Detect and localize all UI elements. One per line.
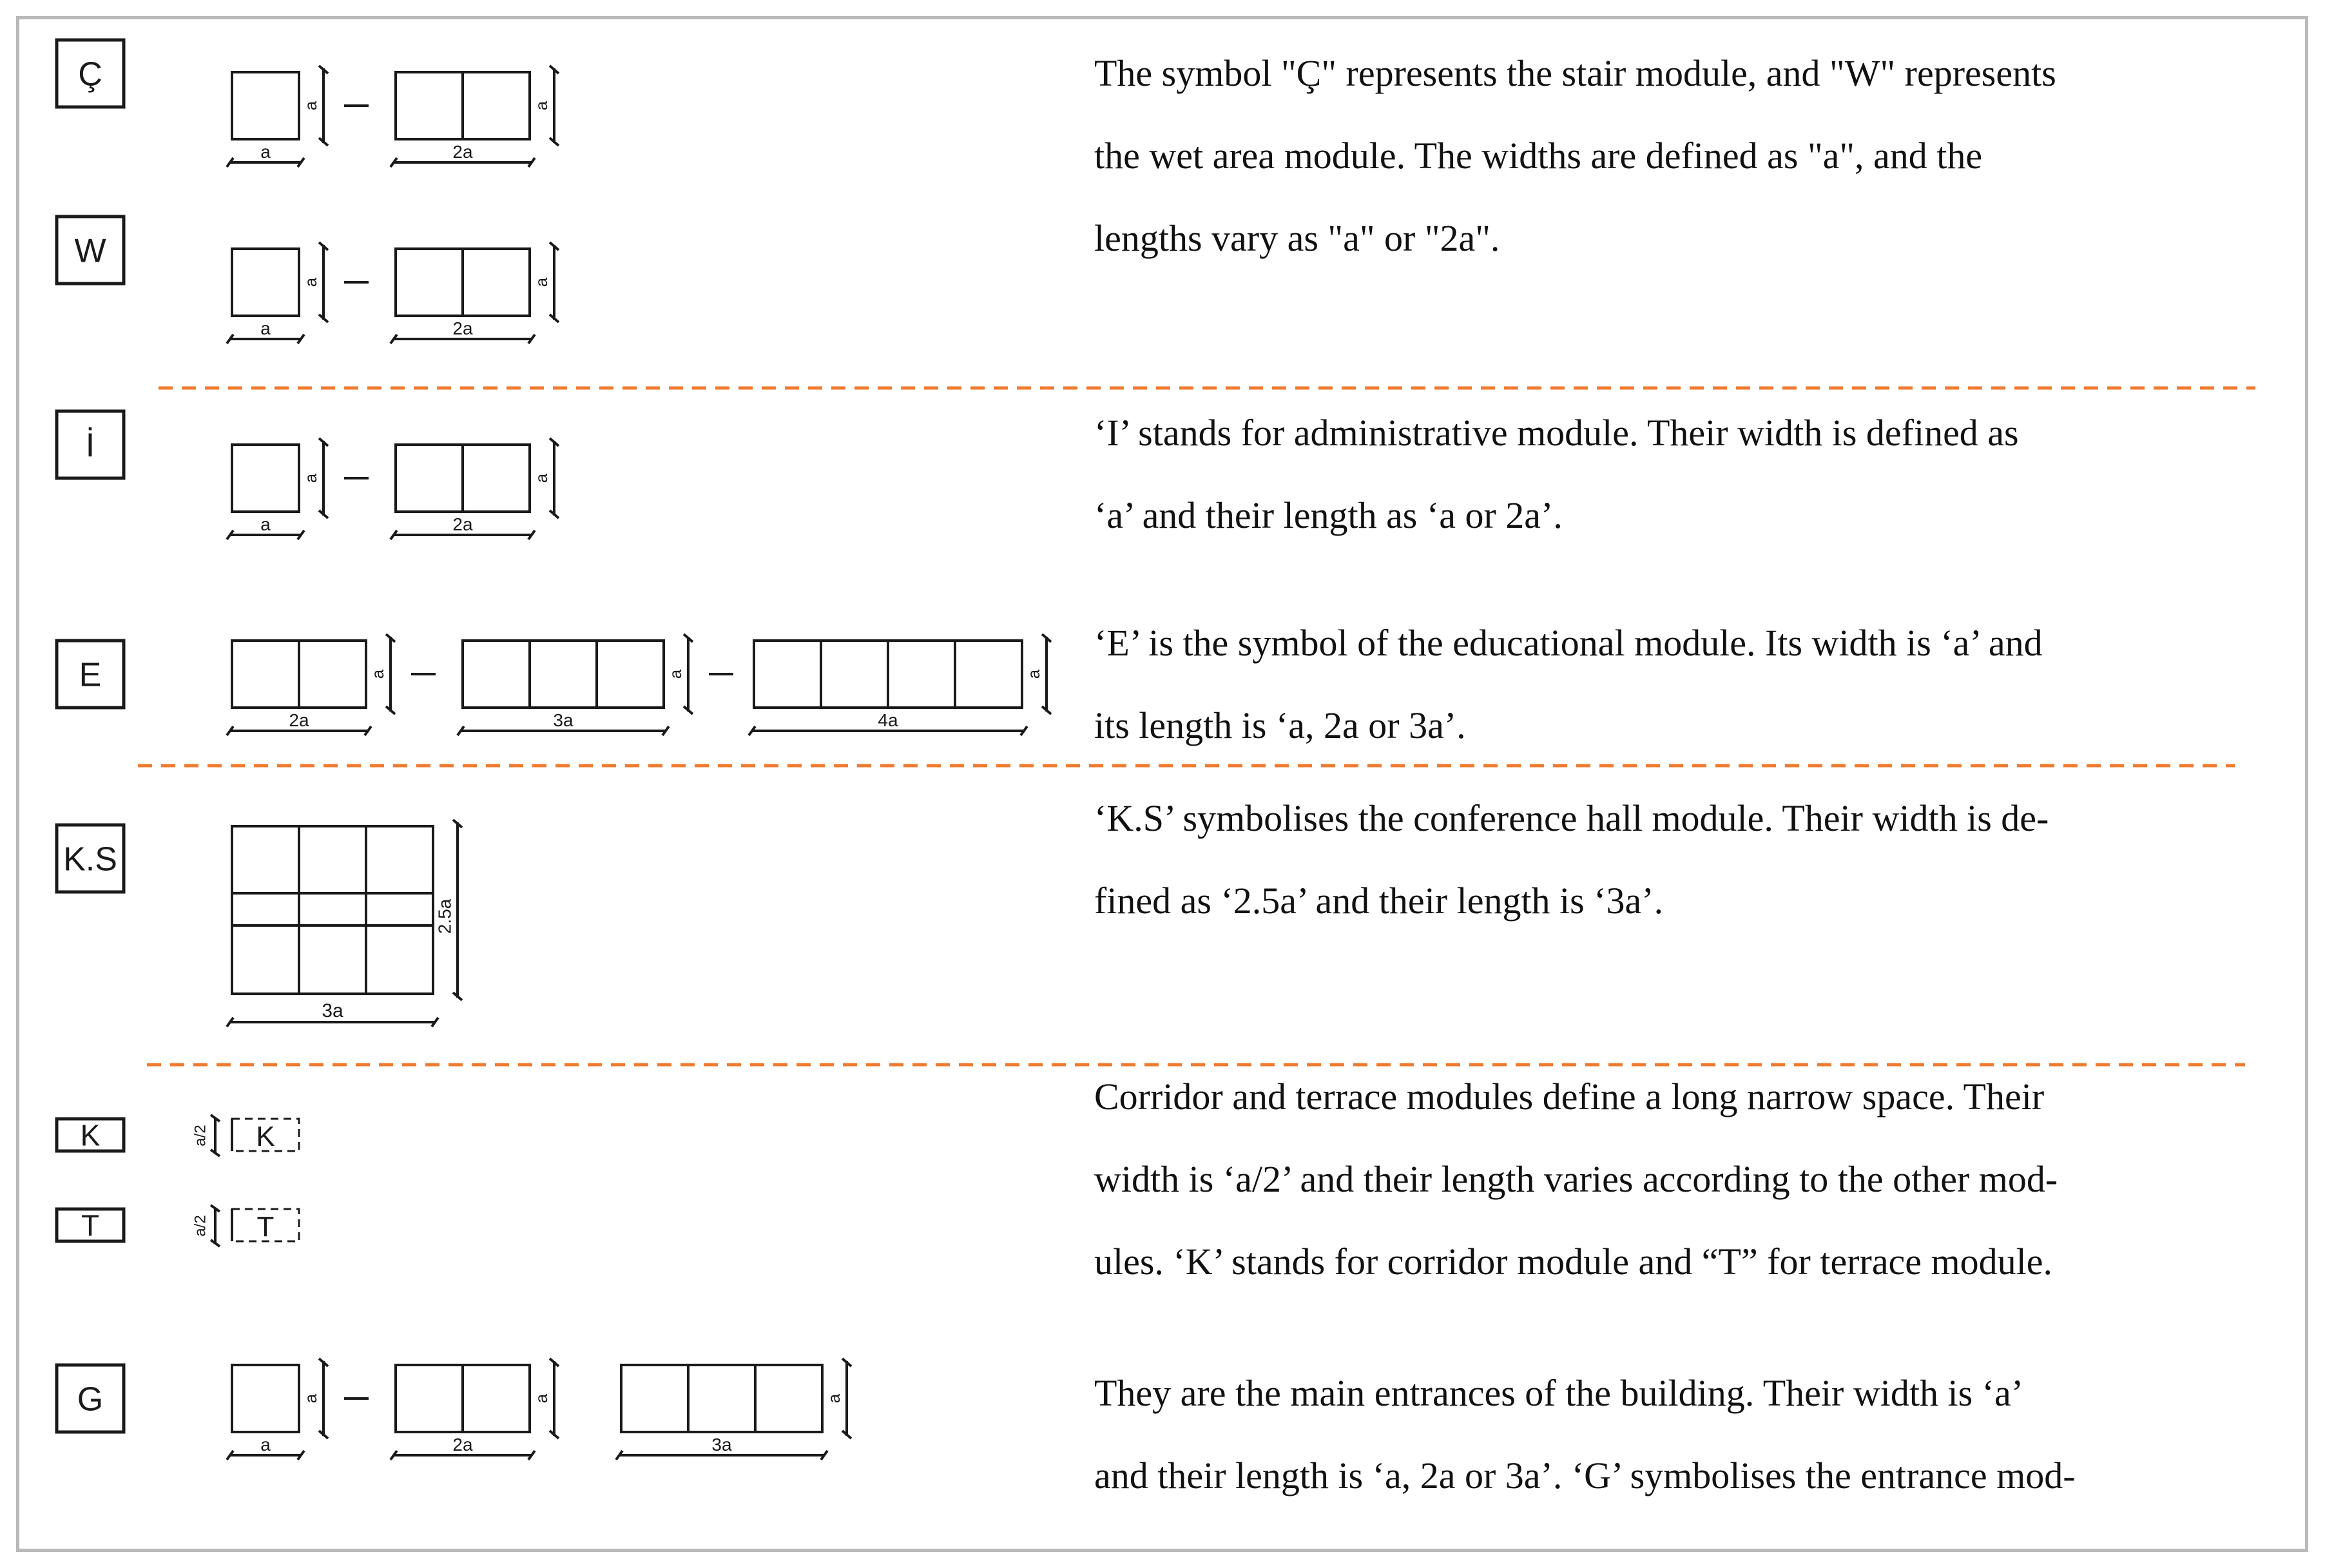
symbol-label: E	[79, 656, 102, 694]
dimension-label: a	[531, 473, 551, 483]
dimension-label: 4a	[878, 710, 898, 730]
dimension-label: a	[665, 669, 685, 679]
dimension-label: a	[300, 1393, 320, 1404]
desc-stair-wet: The symbol "Ç" represents the stair module, and "W" represents the wet area module. The widths are defined as "a", and the lengths vary as "a" or "2a".	[1094, 52, 2056, 259]
dimension-label: 2a	[452, 318, 473, 338]
dimension-label: a	[367, 669, 387, 679]
dimension-label: 2a	[452, 142, 473, 162]
dimension-label: 2a	[452, 1435, 473, 1455]
symbol-label: T	[81, 1208, 100, 1243]
dimension-label: a	[824, 1393, 844, 1404]
desc-administrative: ‘I’ stands for administrative module. Their width is defined as ‘a’ and their length as ‘a or 2a’.	[1094, 412, 2019, 536]
dimension-label: a	[531, 1393, 551, 1404]
desc-educational: ‘E’ is the symbol of the educational module. Its width is ‘a’ and its length is ‘a, 2a or 3a’.	[1094, 622, 2043, 746]
strip-label: T	[256, 1211, 275, 1243]
dimension-label: a	[260, 514, 271, 534]
dimension-label: 3a	[711, 1435, 732, 1455]
dimension-label: a/2	[191, 1215, 209, 1237]
dimension-label: a	[531, 101, 551, 111]
desc-entrance: They are the main entrances of the building. Their width is ‘a’ and their length is ‘a, 2a or 3a’. ‘G’ symbolises the entrance mod-	[1094, 1372, 2076, 1496]
dimension-label: a	[260, 318, 271, 338]
dimension-label: a	[1023, 669, 1043, 679]
dimension-label: a	[300, 473, 320, 483]
desc-conference-hall: ‘K.S’ symbolises the conference hall module. Their width is de- fined as ‘2.5a’ and their length is ‘3a’.	[1094, 797, 2049, 922]
dimension-label: 2a	[289, 710, 309, 730]
symbol-label: Ç	[78, 55, 102, 93]
dimension-label: a	[260, 1435, 271, 1455]
dimension-label: 2.5a	[434, 898, 455, 934]
desc-corridor-terrace: Corridor and terrace modules define a long narrow space. Their width is ‘a/2’ and their length varies according to the other mod- ules. ‘K’ stands for corridor module and “T” for terrace module.	[1094, 1076, 2058, 1282]
symbol-label: K.S	[63, 840, 117, 878]
dimension-label: a	[300, 101, 320, 111]
symbol-label: İ	[85, 427, 95, 465]
dimension-label: 2a	[452, 514, 473, 534]
symbol-label: G	[77, 1380, 104, 1418]
dimension-label: a	[531, 277, 551, 287]
strip-label: K	[256, 1121, 275, 1152]
symbol-label: W	[74, 232, 106, 270]
dimension-label: a	[260, 142, 271, 162]
dimension-label: 3a	[322, 1000, 343, 1021]
symbol-label: K	[80, 1118, 101, 1152]
dimension-label: 3a	[553, 710, 574, 730]
dimension-label: a	[300, 277, 320, 287]
dimension-label: a/2	[191, 1125, 209, 1147]
